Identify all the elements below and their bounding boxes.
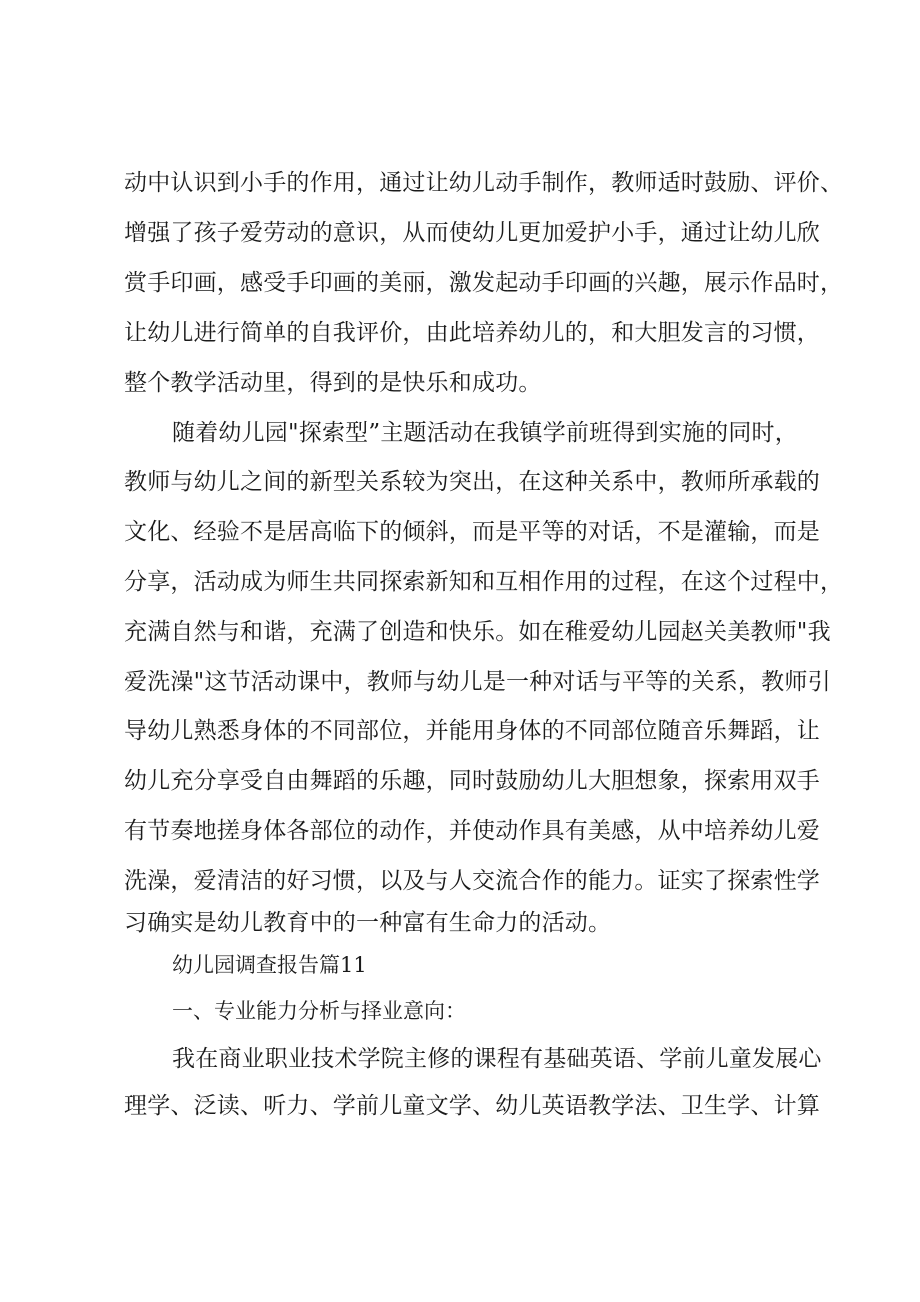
paragraph-line: 随着幼儿园"探索型”主题活动在我镇学前班得到实施的同时， xyxy=(172,420,798,446)
subsection-heading: 一、专业能力分析与择业意向： xyxy=(172,999,466,1023)
paragraph-line: 充满自然与和谐，充满了创造和快乐。如在稚爱幼儿园赵关美教师"我 xyxy=(124,619,831,645)
paragraph-line: 教师与幼儿之间的新型关系较为突出，在这种关系中，教师所承载的 xyxy=(124,469,820,495)
paragraph-line: 我在商业职业技术学院主修的课程有基础英语、学前儿童发展心 xyxy=(172,1046,822,1072)
paragraph-line: 赏手印画，感受手印画的美丽，激发起动手印画的兴趣，展示作品时， xyxy=(124,270,844,296)
paragraph-line: 洗澡，爱清洁的好习惯，以及与人交流合作的能力。证实了探索性学 xyxy=(124,868,820,894)
paragraph-line: 理学、泛读、听力、学前儿童文学、幼儿英语教学法、卫生学、计算 xyxy=(124,1093,820,1119)
paragraph-line: 增强了孩子爱劳动的意识，从而使幼儿更加爱护小手，通过让幼儿欣 xyxy=(124,220,820,246)
paragraph-line: 习确实是幼儿教育中的一种富有生命力的活动。 xyxy=(124,910,612,936)
paragraph-line: 动中认识到小手的作用，通过让幼儿动手制作，教师适时鼓励、评价、 xyxy=(124,170,844,196)
paragraph-line: 分享，活动成为师生共同探索新知和互相作用的过程，在这个过程中， xyxy=(124,569,844,595)
paragraph-line: 爱洗澡"这节活动课中，教师与幼儿是一种对话与平等的关系，教师引 xyxy=(124,669,831,695)
paragraph-line: 幼儿充分享受自由舞蹈的乐趣，同时鼓励幼儿大胆想象，探索用双手 xyxy=(124,768,820,794)
paragraph-line: 导幼儿熟悉身体的不同部位，并能用身体的不同部位随音乐舞蹈，让 xyxy=(124,718,820,744)
paragraph-line: 让幼儿进行简单的自我评价，由此培养幼儿的，和大胆发言的习惯， xyxy=(124,320,820,346)
paragraph-line: 文化、经验不是居高临下的倾斜，而是平等的对话，不是灌输，而是 xyxy=(124,519,820,545)
section-heading: 幼儿园调查报告篇11 xyxy=(172,953,367,977)
paragraph-line: 有节奏地搓身体各部位的动作，并使动作具有美感，从中培养幼儿爱 xyxy=(124,818,820,844)
paragraph-line: 整个教学活动里，得到的是快乐和成功。 xyxy=(124,370,542,396)
